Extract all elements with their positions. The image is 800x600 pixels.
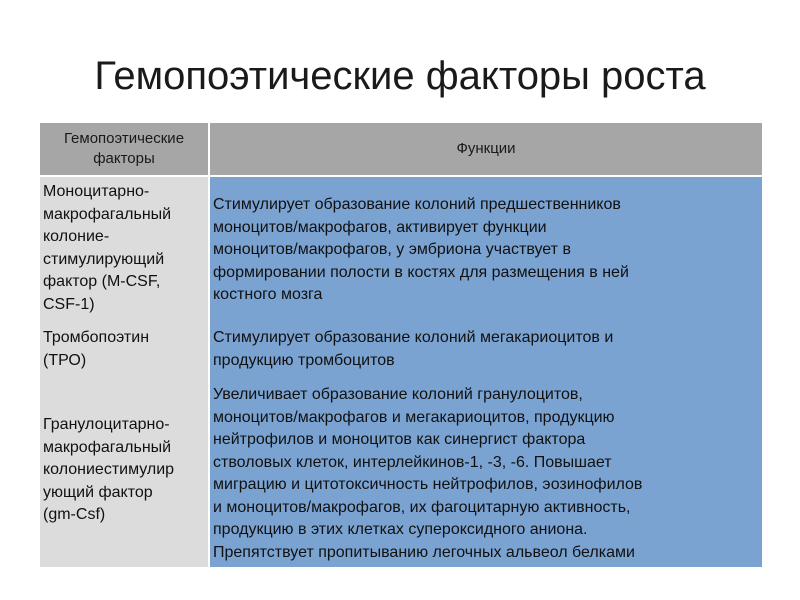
header-factors	[40, 123, 210, 175]
slide-title: Гемопоэтические факторы роста	[94, 54, 706, 98]
table-row	[40, 325, 762, 383]
function-cell: Стимулирует образование колоний предшественников моноцитов/макрофагов, активирует функции моноцитов/макрофагов, у эмбриона участвует в формировании полости в костях для размещения в ней костного мозга	[210, 177, 762, 325]
factor-cell: Тромбопоэтин (ТРО)	[40, 325, 210, 383]
table-row	[40, 177, 762, 325]
factor-cell: Гранулоцитарно- макрофагальный колониестимулир ующий фактор (gm-Csf)	[40, 383, 210, 567]
factor-cell: Моноцитарно- макрофагальный колоние- стимулирующий фактор (М-CSF, CSF-1)	[40, 177, 210, 325]
header-factors-label: Гемопоэтические факторы	[63, 130, 185, 167]
table-row	[40, 383, 762, 567]
factors-table	[40, 123, 762, 567]
function-cell: Стимулирует образование колоний мегакариоцитов и продукцию тромбоцитов	[210, 325, 762, 383]
function-cell: Увеличивает образование колоний гранулоцитов, моноцитов/макрофагов и мегакариоцитов, продукцию нейтрофилов и моноцитов как синергист фактора стволовых клеток, интерлейкинов-1, -3, -6. Повышает миграцию и цитотоксичность нейтрофилов, эозинофилов и моноцитов/макрофагов, их фагоцитарную активность, продукцию в этих клетках супероксидного аниона. Препятствует пропитыванию легочных альвеол белками	[210, 383, 762, 567]
header-functions-label: Функции	[456, 140, 516, 157]
header-functions	[210, 123, 762, 175]
table-header-row	[40, 123, 762, 177]
